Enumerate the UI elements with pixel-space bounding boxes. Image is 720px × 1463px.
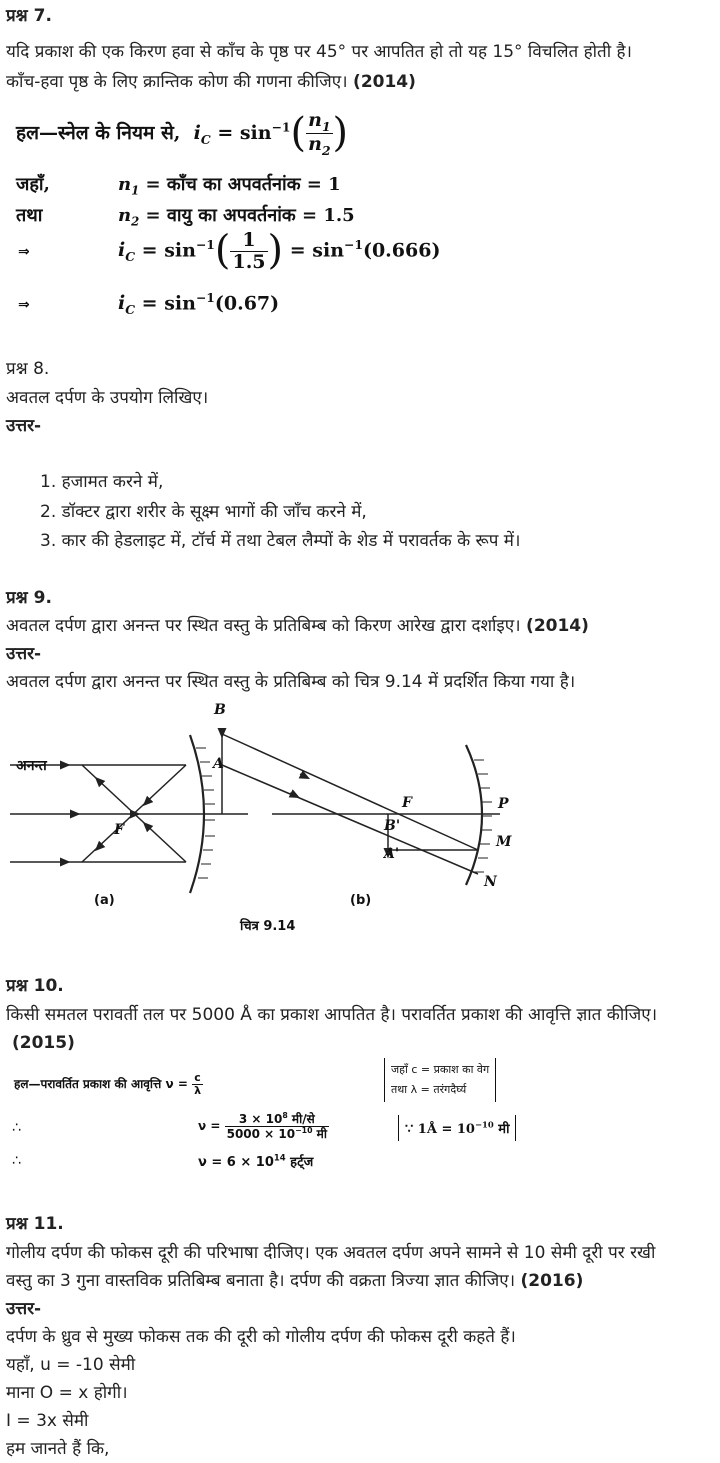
q7-arrow-1: ⇒ xyxy=(18,244,30,260)
q9-question: अवतल दर्पण द्वारा अनन्त पर स्थित वस्तु के प्रतिबिम्ब को किरण आरेख द्वारा दर्शाइए। (2014) xyxy=(6,616,589,636)
q7-solution-eq3: $i_C = \sin^{-1}(0.67)$ xyxy=(118,290,280,318)
q9-heading: प्रश्न 9. xyxy=(6,588,52,608)
concave-mirror-b xyxy=(466,745,482,885)
q10-question: किसी समतल परावर्ती तल पर 5000 Å का प्रकाश आपतित है। परावर्तित प्रकाश की आवृत्ति ज्ञात कीजिए। xyxy=(6,1005,658,1025)
label-F-b: F xyxy=(402,795,412,811)
figure-9-14 xyxy=(0,690,720,940)
label-B: B xyxy=(214,702,226,718)
q11-answer-line: I = 3x सेमी xyxy=(6,1411,89,1431)
label-F-a: F xyxy=(114,822,124,838)
q7-heading: प्रश्न 7. xyxy=(6,6,52,26)
q7-question-line2: काँच-हवा पृष्ठ के लिए क्रान्तिक कोण की गणना कीजिए। (2014) xyxy=(6,72,416,92)
q11-question-line1: गोलीय दर्पण की फोकस दूरी की परिभाषा दीजिए। एक अवतल दर्पण अपने सामने से 10 सेमी दूरी पर रखी xyxy=(6,1243,656,1263)
q7-where-label: जहाँ, xyxy=(16,174,50,195)
list-item: 1. हजामत करने में, xyxy=(40,472,164,492)
label-P: P xyxy=(498,796,509,812)
q7-where-eq: $n_1$ = काँच का अपवर्तनांक = 1 xyxy=(118,174,341,198)
q10-note-unit: ∵ 1Å = $10^{-10}$ मी xyxy=(398,1115,516,1141)
caption-a: (a) xyxy=(94,893,115,908)
label-B-prime: B' xyxy=(384,818,401,834)
q8-question: अवतल दर्पण के उपयोग लिखिए। xyxy=(6,388,209,408)
q10-year: (2015) xyxy=(12,1033,75,1053)
q11-year: (2016) xyxy=(520,1271,584,1291)
q10-therefore-2: ∴ xyxy=(12,1153,21,1169)
q9-answer-label: उत्तर- xyxy=(6,644,42,664)
q10-solution-eq1: हल—परावर्तित प्रकाश की आवृत्ति ν = $\frac{c}{\lambda}$ xyxy=(14,1071,202,1098)
q10-result: $\nu = 6 \times 10^{14}$ हर्ट्ज xyxy=(198,1152,314,1170)
figure-caption: चित्र 9.14 xyxy=(240,919,296,934)
q7-arrow-2: ⇒ xyxy=(18,297,30,313)
list-item: 3. कार की हेडलाइट में, टॉर्च में तथा टेबल लैम्पों के शेड में परावर्तक के रूप में। xyxy=(40,531,521,551)
q11-answer-line: दर्पण के ध्रुव से मुख्य फोकस तक की दूरी को गोलीय दर्पण की फोकस दूरी कहते हैं। xyxy=(6,1327,516,1347)
q9-year: (2014) xyxy=(526,616,589,636)
q11-answer-line: हम जानते हैं कि, xyxy=(6,1439,110,1459)
q10-therefore-1: ∴ xyxy=(12,1120,21,1136)
q7-tatha-eq: $n_2$ = वायु का अपवर्तनांक = 1.5 xyxy=(118,205,355,229)
q11-answer-line: यहाँ, u = -10 सेमी xyxy=(6,1355,136,1375)
q8-answer-label: उत्तर- xyxy=(6,416,42,436)
label-A: A xyxy=(213,756,224,772)
q7-question-line1: यदि प्रकाश की एक किरण हवा से काँच के पृष्ठ पर 45° पर आपतित हो तो यह 15° विचलित होती है। xyxy=(6,42,632,62)
label-M: M xyxy=(496,834,512,850)
label-A-prime: A' xyxy=(384,846,400,862)
q7-solution-eq2: $i_C = \sin^{-1}$( $\frac{1}{1.5}$ ) = $\sin^{-1}(0.666)$ xyxy=(118,227,441,274)
label-N: N xyxy=(484,874,497,890)
q11-question-line2: वस्तु का 3 गुना वास्तविक प्रतिबिम्ब बनाता है। दर्पण की वक्रता त्रिज्या ज्ञात कीजिए। (2016) xyxy=(6,1271,584,1291)
q10-heading: प्रश्न 10. xyxy=(6,976,64,996)
q7-tatha-label: तथा xyxy=(16,205,43,226)
q7-solution-eq1: हल—स्नेल के नियम से, $i_C = \sin^{-1}$( $\frac{n_1}{n_2}$ ) xyxy=(16,109,349,159)
q10-solution-eq2: ν = $\frac{3 \times 10^8 मी/से}{5000 \times 10^{-10} मी}$ xyxy=(198,1111,327,1142)
q10-note-bracket: जहाँ c = प्रकाश का वेग तथा λ = तरंगदैर्घ्य xyxy=(384,1058,496,1102)
q8-heading: प्रश्न 8. xyxy=(6,359,50,379)
list-item: 2. डॉक्टर द्वारा शरीर के सूक्ष्म भागों की जाँच करने में, xyxy=(40,502,367,522)
label-infinity: अनन्त xyxy=(16,758,47,774)
q7-year: (2014) xyxy=(353,72,416,92)
q11-answer-line: माना O = x होगी। xyxy=(6,1383,128,1403)
caption-b: (b) xyxy=(350,893,372,908)
q11-answer-label: उत्तर- xyxy=(6,1299,42,1319)
q11-heading: प्रश्न 11. xyxy=(6,1214,64,1234)
q9-answer: अवतल दर्पण द्वारा अनन्त पर स्थित वस्तु के प्रतिबिम्ब को चित्र 9.14 में प्रदर्शित किया गया है। xyxy=(6,672,576,692)
